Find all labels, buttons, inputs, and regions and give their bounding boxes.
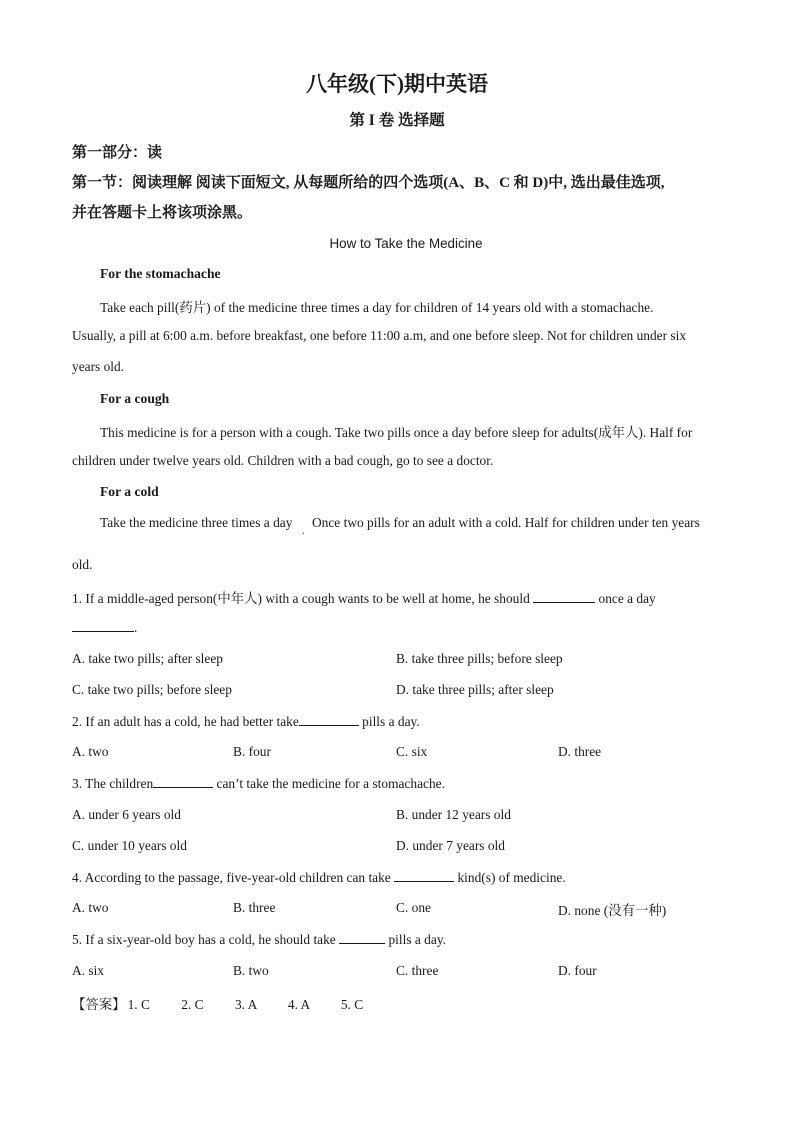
passage-line: children under twelve years old. Children with a bad cough, go to see a doctor. — [72, 453, 494, 468]
answer-blank — [533, 590, 595, 603]
option: A. six — [72, 963, 104, 978]
option: C. under 10 years old — [72, 838, 187, 853]
option: A. under 6 years old — [72, 807, 181, 822]
passage-line: Once two pills for an adult with a cold. Half for children under ten years — [312, 515, 700, 530]
answer-item: 3. A — [234, 997, 257, 1012]
answer-item: 1. C — [127, 997, 150, 1012]
question-stem: 3. The children can’t take the medicine for a stomachache. — [72, 776, 445, 791]
document-subtitle: 第 I 卷 选择题 — [349, 112, 445, 129]
answer-blank — [339, 931, 385, 944]
part-label: 第一部分：读 — [72, 145, 163, 161]
option: A. two — [72, 900, 109, 915]
question-stem: 1. If a middle-aged person(中年人) with a cough wants to be well at home, he should once a day — [72, 591, 656, 606]
option: B. under 12 years old — [396, 807, 511, 822]
answer-item: 5. C — [340, 997, 364, 1012]
question-stem: 2. If an adult has a cold, he had better take pills a day. — [72, 714, 420, 729]
option: D. four — [558, 963, 597, 978]
passage-line: Take the medicine three times a day — [100, 515, 293, 530]
passage-heading-cough: For a cough — [100, 391, 170, 406]
passage-heading-stomachache: For the stomachache — [100, 266, 221, 281]
answer-blank — [394, 869, 454, 882]
answer-blank — [153, 775, 213, 788]
option: B. four — [233, 744, 271, 759]
passage-line: Take each pill(药片) of the medicine three times a day for children of 14 years old with a stomachache. — [100, 300, 654, 315]
option: C. three — [396, 963, 439, 978]
passage-line: years old. — [72, 359, 125, 374]
section-instructions-line1: 第一节：阅读理解 阅读下面短文, 从每题所给的四个选项(A、B、C 和 D)中, 选出最佳选项, — [72, 175, 665, 191]
question-stem: 4. According to the passage, five-year-old children can take kind(s) of medicine. — [72, 870, 566, 885]
option: C. six — [396, 744, 428, 759]
section-instructions-line2: 并在答题卡上将该项涂黑。 — [72, 205, 253, 221]
option: A. two — [72, 744, 109, 759]
option: C. one — [396, 900, 431, 915]
answer-tag: 【答案】 — [72, 997, 126, 1012]
answer-blank — [299, 713, 359, 726]
option: D. under 7 years old — [396, 838, 505, 853]
option: D. three — [558, 744, 602, 759]
option: B. two — [233, 963, 269, 978]
answer-blank — [72, 619, 134, 632]
answer-item: 2. C — [181, 997, 204, 1012]
option: A. take two pills; after sleep — [72, 651, 223, 666]
option: B. take three pills; before sleep — [396, 651, 563, 666]
question-stem: 5. If a six-year-old boy has a cold, he should take pills a day. — [72, 932, 446, 947]
answer-line — [72, 994, 363, 1013]
option: C. take two pills; before sleep — [72, 682, 232, 697]
document-title: 八年级(下)期中英语 — [306, 72, 488, 96]
option: D. take three pills; after sleep — [396, 682, 554, 697]
answer-item: 4. A — [287, 997, 310, 1012]
passage-line: This medicine is for a person with a cough. Take two pills once a day before sleep for adults(成年人). Half for — [100, 425, 693, 440]
passage-line: old. — [72, 557, 93, 572]
emphasis-dot: . — [302, 526, 305, 537]
passage-heading-cold: For a cold — [100, 484, 159, 499]
passage-line: Usually, a pill at 6:00 a.m. before breakfast, one before 11:00 a.m, and one before sleep. Not for children under six — [72, 328, 687, 343]
question-stem-continued: . — [72, 619, 137, 636]
option: B. three — [233, 900, 276, 915]
option: D. none (没有一种) — [558, 903, 667, 918]
passage-title: How to Take the Medicine — [329, 236, 483, 251]
